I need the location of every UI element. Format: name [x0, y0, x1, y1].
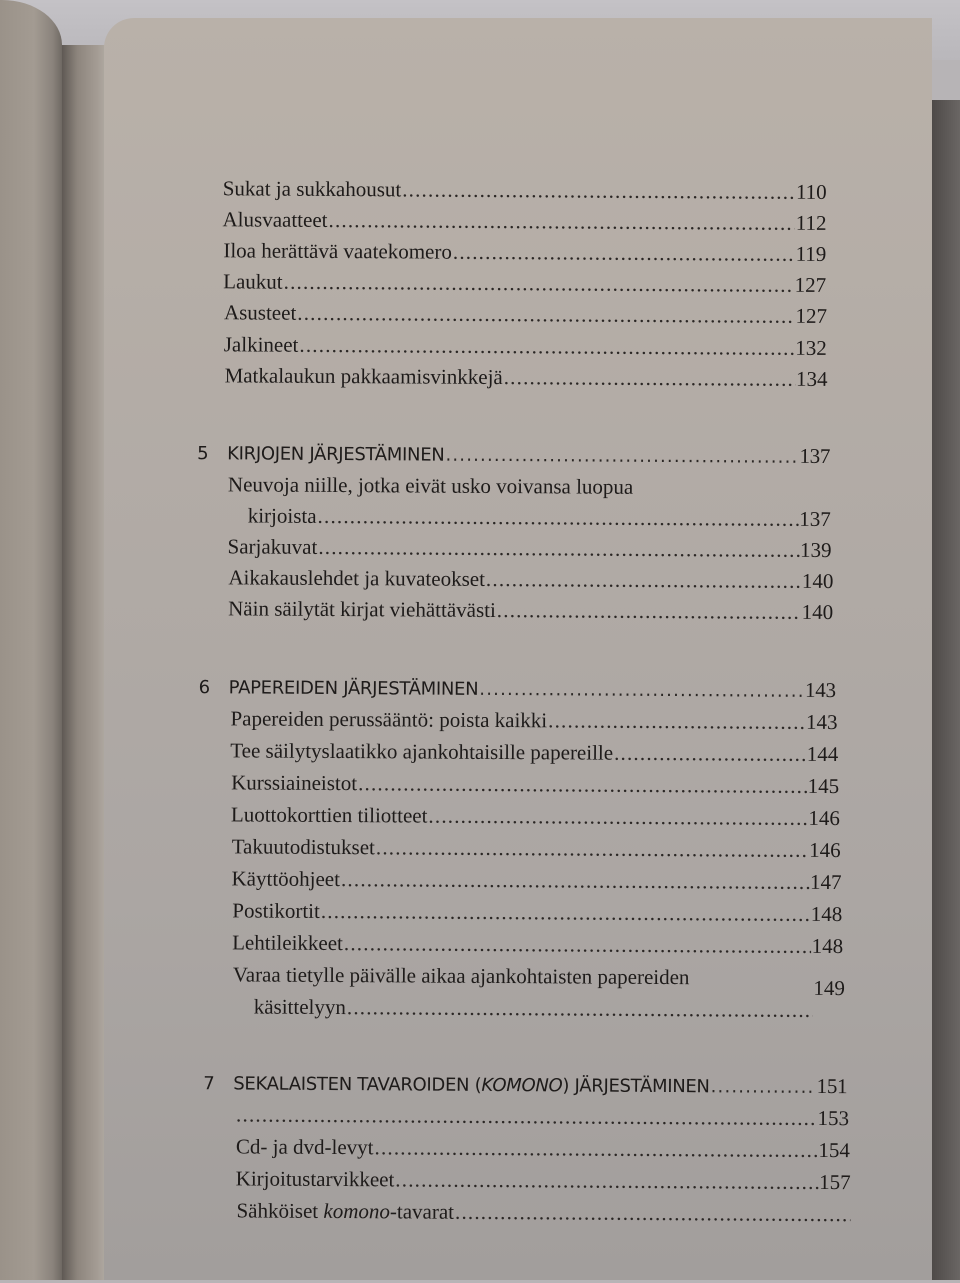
leader-dots — [236, 1100, 817, 1132]
leader-dots — [479, 676, 804, 706]
leader-dots — [284, 268, 794, 299]
page-number: 151 — [816, 1073, 848, 1099]
toc-entry: Kirjoitustarvikkeet ..... 157 — [236, 1164, 851, 1196]
toc-entry: Laukut ..... 127 — [223, 267, 826, 299]
page-number: 149 — [813, 975, 845, 1001]
chapter-heading-7 — [203, 1068, 847, 1102]
page-number: 154 — [818, 1137, 850, 1163]
page-number: 143 — [805, 709, 838, 735]
toc-entry — [235, 1100, 849, 1132]
toc-entry: Tee säilytyslaatikko ajankohtaisille papereille ..... 144 — [230, 736, 838, 768]
leader-dots — [504, 363, 795, 393]
leader-dots — [347, 993, 813, 1024]
leader-dots — [445, 442, 798, 472]
chapter-title: SEKALAISTEN TAVAROIDEN (KOMONO) JÄRJESTÄMINEN — [233, 1073, 710, 1098]
chapter-title: KIRJOJEN JÄRJESTÄMINEN — [227, 443, 445, 466]
leader-dots — [328, 206, 794, 237]
leader-dots — [402, 175, 795, 205]
leader-dots — [428, 802, 807, 832]
page-number: 127 — [795, 303, 828, 328]
leader-dots — [297, 299, 794, 330]
toc-entry: Jalkineet ..... 132 — [224, 330, 827, 362]
page-number: 119 — [795, 241, 827, 266]
toc-entry: Sukat ja sukkahousut ..... 110 — [223, 174, 827, 206]
chapter-number: 5 — [197, 443, 209, 465]
page-number: 146 — [808, 805, 840, 831]
leader-dots — [321, 897, 810, 928]
leader-dots — [317, 502, 798, 533]
toc-entry: Asusteet ..... 127 — [224, 298, 827, 330]
page-number: 140 — [801, 599, 834, 625]
leader-dots — [318, 533, 799, 564]
leader-dots — [548, 706, 805, 736]
chapter-heading-5 — [197, 438, 830, 472]
page-number: 137 — [799, 443, 831, 469]
leader-dots — [374, 1133, 817, 1164]
leader-dots — [486, 565, 801, 595]
page-number: 137 — [799, 506, 831, 532]
toc-entry: Iloa herättävä vaatekomero ..... 119 — [223, 236, 826, 268]
toc-entry: käsittelyyn ..... 149 — [254, 993, 845, 1025]
toc-entry: Kurssiaineistot ..... 145 — [231, 768, 839, 800]
page-number: 147 — [809, 869, 842, 895]
toc-entry: Takuutodistukset ..... 146 — [232, 832, 841, 864]
page-number: 148 — [811, 933, 844, 959]
chapter-title: PAPEREIDEN JÄRJESTÄMINEN — [228, 677, 479, 700]
leader-dots — [299, 331, 794, 362]
page-number: 139 — [799, 537, 832, 563]
leader-dots — [344, 929, 811, 960]
toc-entry-line1: Neuvoja niille, jotka eivät usko voivansa luopua — [227, 472, 634, 499]
page-number: 140 — [801, 568, 834, 594]
page-number: 112 — [795, 210, 827, 235]
page-number: 144 — [806, 741, 839, 767]
page-number: 143 — [805, 677, 836, 703]
page-number: 148 — [810, 901, 843, 927]
leader-dots — [395, 1165, 818, 1196]
leader-dots — [341, 865, 809, 896]
toc-entry: Matkalaukun pakkaamisvinkkejä ..... 134 — [225, 361, 828, 393]
leader-dots — [358, 769, 807, 800]
toc-entry: Sarjakuvat ..... 139 — [227, 532, 831, 564]
leader-dots — [711, 1073, 816, 1102]
page-number: 110 — [795, 179, 827, 204]
page-number: 153 — [817, 1105, 850, 1131]
leader-dots — [497, 596, 801, 626]
toc-entry-line1: Varaa tietylle päivälle aikaa ajankohtaisten papereiden — [232, 962, 690, 990]
toc-entry: Käyttöohjeet ..... 147 — [231, 864, 841, 896]
toc-entry: Papereiden perussääntö: poista kaikki ..... 143 — [230, 704, 837, 736]
leader-dots — [614, 739, 806, 768]
page-number: 132 — [795, 335, 827, 360]
toc-entry: Aikakauslehdet ja kuvateokset ..... 140 — [228, 563, 833, 595]
toc-entry: Näin säilytät kirjat viehättävästi ..... 140 — [228, 594, 833, 626]
page-number: 157 — [819, 1169, 851, 1195]
leader-dots — [455, 1198, 851, 1228]
toc-entry: Postikortit ..... 148 — [232, 896, 842, 928]
page-number: 145 — [807, 773, 840, 799]
chapter-number: 6 — [198, 677, 210, 699]
page-number: 134 — [796, 366, 828, 391]
page-number: 127 — [794, 272, 827, 297]
leader-dots — [453, 238, 795, 268]
toc-entry: Alusvaatteet ..... 112 — [222, 205, 826, 237]
toc-entry: kirjoista ..... 137 — [248, 501, 831, 533]
chapter-number: 7 — [203, 1073, 215, 1095]
leader-dots — [376, 833, 808, 864]
page-number: 146 — [809, 837, 841, 863]
toc-entry: Sähköiset komono-tavarat ..... — [236, 1196, 851, 1228]
toc-entry: Luottokorttien tiliotteet ..... 146 — [231, 800, 840, 832]
toc-entry: Cd- ja dvd-levyt ..... 154 — [236, 1132, 850, 1164]
chapter-heading-6 — [199, 672, 836, 706]
toc-entry: Lehtileikkeet ..... 148 — [232, 928, 843, 960]
